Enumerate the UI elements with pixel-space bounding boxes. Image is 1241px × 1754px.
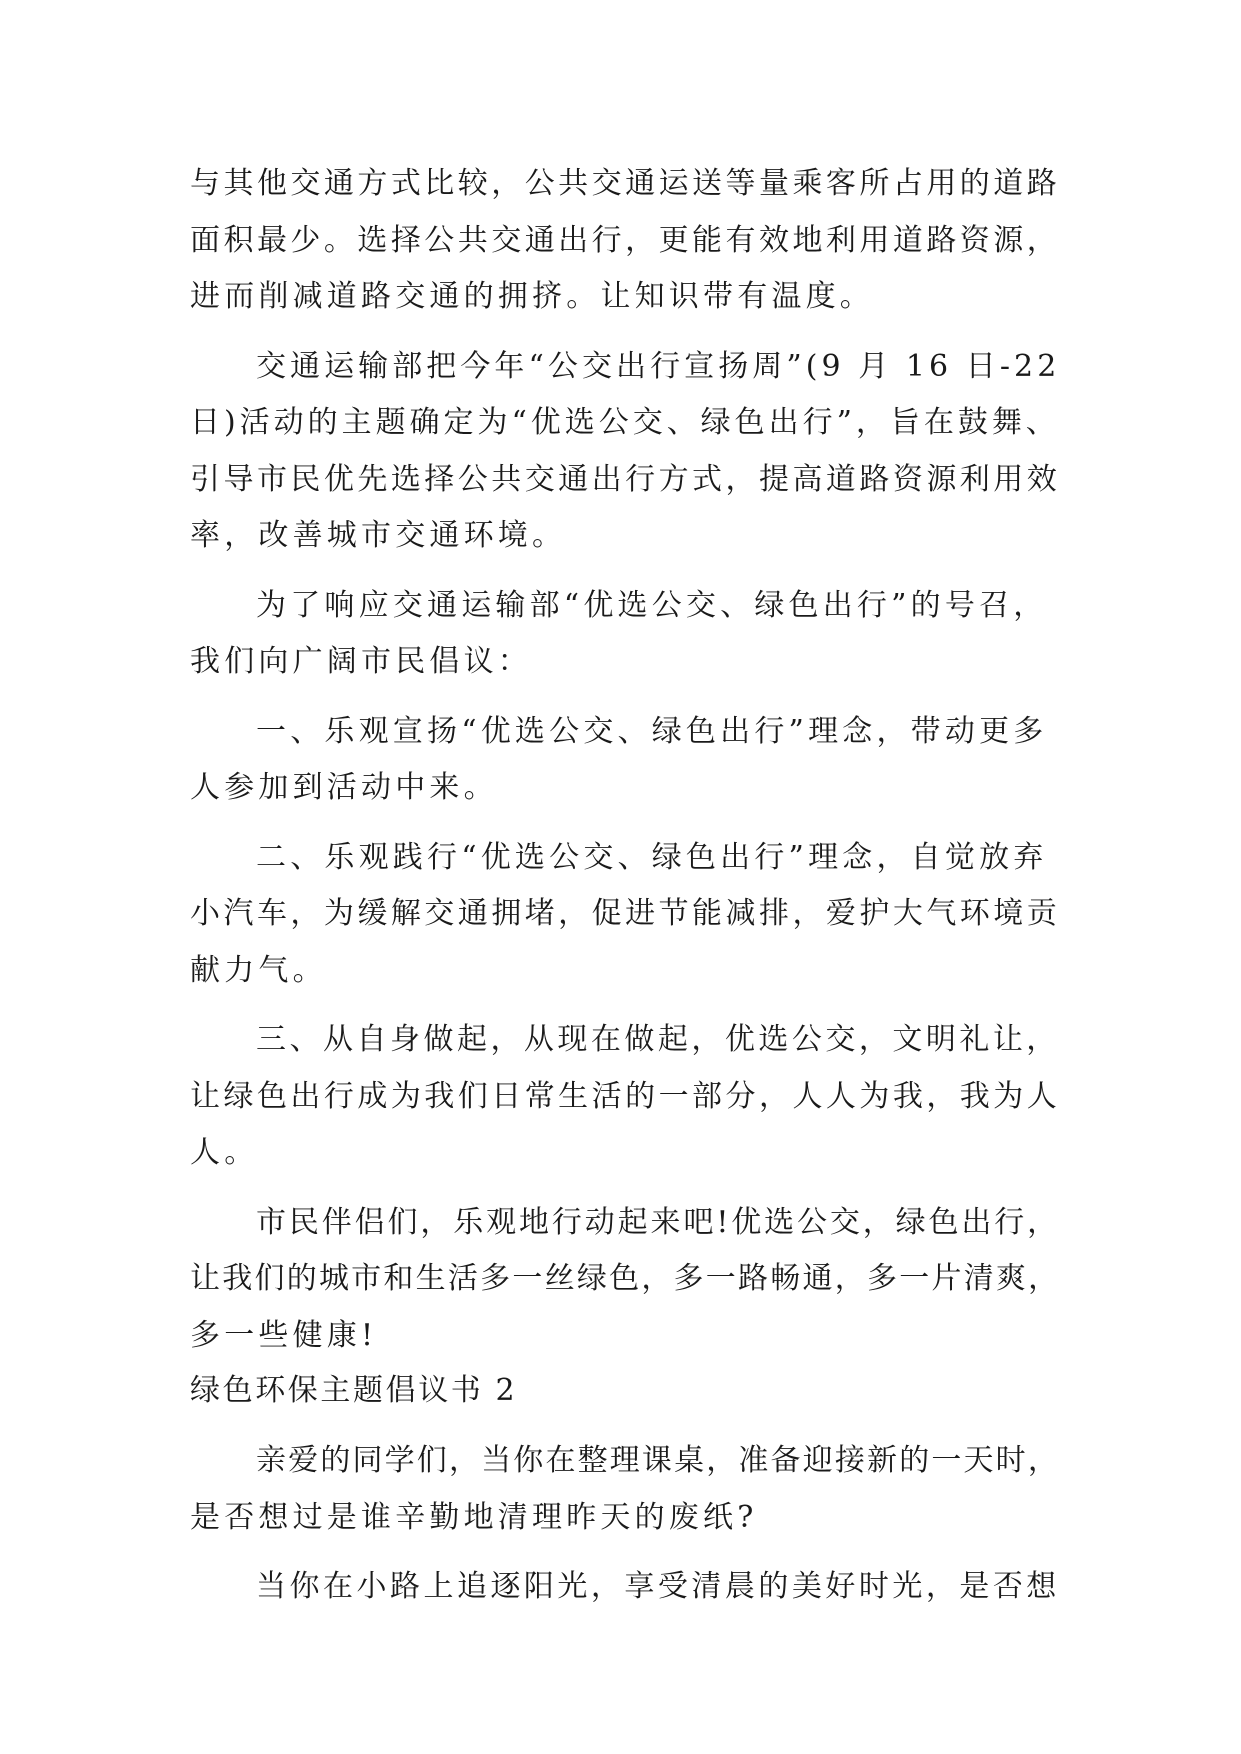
body-text-line: 面积最少。选择公共交通出行，更能有效地利用道路资源，: [190, 223, 1061, 258]
body-text-line: 率，改善城市交通环境。: [190, 518, 567, 553]
body-text-line: 献力气。: [190, 953, 327, 988]
body-text-line: 小汽车，为缓解交通拥堵，促进节能减排，爱护大气环境贡: [190, 896, 1061, 931]
body-text-line: 让绿色出行成为我们日常生活的一部分，人人为我，我为人: [190, 1079, 1061, 1114]
body-text-line: 日)活动的主题确定为“优选公交、绿色出行”，旨在鼓舞、: [190, 405, 1060, 440]
body-text-line: 二、乐观践行“优选公交、绿色出行”理念，自觉放弃: [256, 840, 1048, 875]
body-text-line: 人参加到活动中来。: [190, 770, 498, 805]
body-text-line: 我们向广阔市民倡议：: [190, 644, 532, 679]
body-text-line: 三、从自身做起，从现在做起，优选公交，文明礼让，: [256, 1022, 1060, 1057]
body-text-line: 多一些健康!: [190, 1318, 378, 1353]
body-text-line: 市民伴侣们，乐观地行动起来吧!优选公交，绿色出行，: [256, 1205, 1061, 1240]
body-text-line: 当你在小路上追逐阳光，享受清晨的美好时光，是否想: [256, 1569, 1060, 1604]
section-heading: 绿色环保主题倡议书 2: [190, 1373, 518, 1408]
body-text-line: 引导市民优先选择公共交通出行方式，提高道路资源利用效: [190, 462, 1061, 497]
body-text-line: 让我们的城市和生活多一丝绿色，多一路畅通，多一片清爽，: [190, 1261, 1061, 1296]
body-text-line: 与其他交通方式比较，公共交通运送等量乘客所占用的道路: [190, 166, 1061, 201]
body-text-line: 进而削减道路交通的拥挤。让知识带有温度。: [190, 279, 874, 314]
body-text-line: 一、乐观宣扬“优选公交、绿色出行”理念，带动更多: [256, 714, 1048, 749]
body-text-line: 交通运输部把今年“公交出行宣扬周”(9 月 16 日-22: [256, 349, 1061, 384]
body-text-line: 亲爱的同学们，当你在整理课桌，准备迎接新的一天时，: [256, 1443, 1060, 1478]
body-text-line: 为了响应交通运输部“优选公交、绿色出行”的号召，: [256, 588, 1048, 623]
body-text-line: 人。: [190, 1135, 259, 1170]
body-text-line: 是否想过是谁辛勤地清理昨天的废纸?: [190, 1500, 758, 1535]
